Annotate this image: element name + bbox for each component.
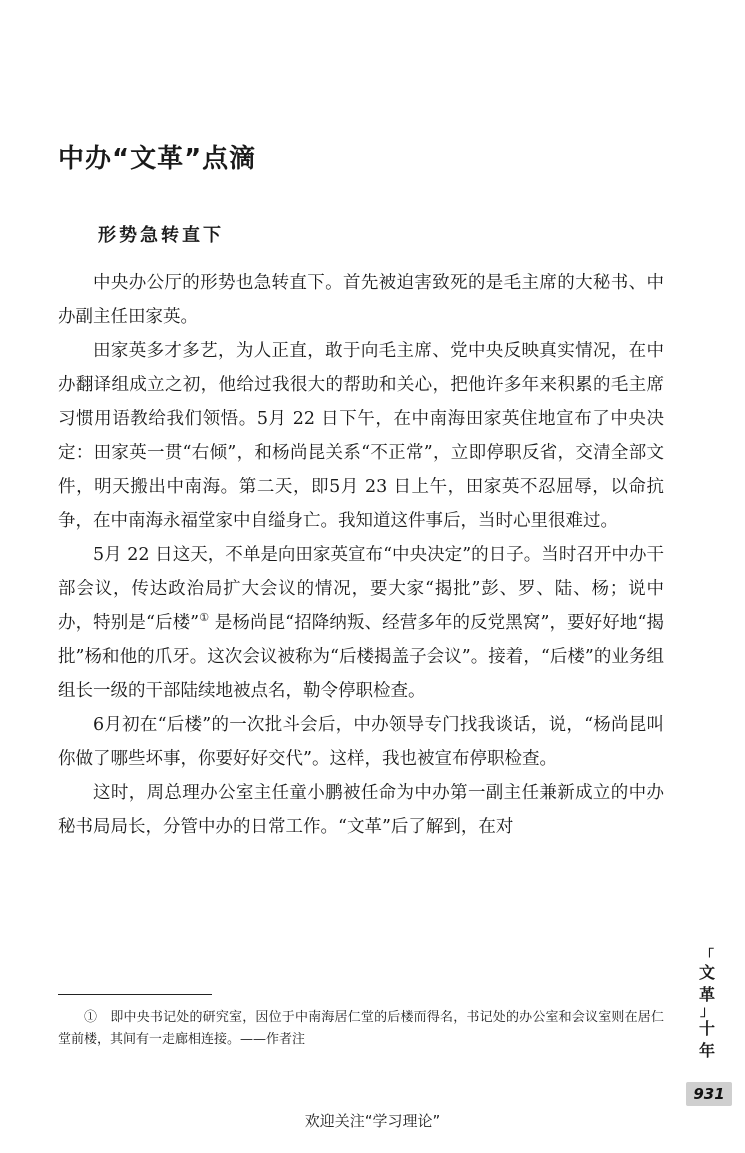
paragraph-2: 田家英多才多艺，为人正直，敢于向毛主席、党中央反映真实情况，在中办翻译组成立之初，他给过我很大的帮助和关心，把他许多年来积累的毛主席习惯用语教给我们领悟。5月 22 日下午，在中南海田家英住地宣布了中央决定：田家英一贯“右倾”，和杨尚昆关系“不正常”，立即停职反省，交清全部文件，明天搬出中南海。第二天，即5月 23 日上午，田家英不忍屈辱，以命抗争，在中南海永福堂家中自缢身亡。我知道这件事后，当时心里很难过。 (58, 341, 664, 531)
paragraph-5: 这时，周总理办公室主任童小鹏被任命为中办第一副主任兼新成立的中办秘书局局长，分管中办的日常工作。“文革”后了解到，在对 (58, 783, 664, 837)
footnote-marker[interactable]: ① (199, 611, 210, 625)
side-char-2: 革 (698, 985, 715, 1004)
paragraph-3-before-note: 5月 22 日这天，不单是向田家英宣布“中央决定”的日子。当时召开中办干部会议，传达政治局扩大会议的情况，要大家“揭批”彭、罗、陆、杨；说中办，特别是“后楼” (58, 545, 664, 633)
footnote-divider (58, 994, 212, 995)
paragraph-3-after-note: 是杨尚昆“招降纳叛、经营多年的反党黑窝”，要好好地“揭批”杨和他的爪牙。这次会议被称为“后楼揭盖子会议”。接着，“后楼”的业务组组长一级的干部陆续地被点名，勒令停职检查。 (58, 613, 664, 701)
side-bracket-close: 」 (700, 1004, 714, 1020)
paragraph-1: 中央办公厅的形势也急转直下。首先被迫害致死的是毛主席的大秘书、中办副主任田家英。 (58, 273, 664, 327)
body-text (58, 266, 664, 844)
paragraph-3 (58, 538, 664, 708)
page-number: 931 (686, 1082, 732, 1106)
side-bracket-open: 「 (700, 948, 714, 964)
paragraph-4: 6月初在“后楼”的一次批斗会后，中办领导专门找我谈话，说，“杨尚昆叫你做了哪些坏事，你要好好交代”。这样，我也被宣布停职检查。 (58, 715, 664, 769)
side-char-4: 年 (698, 1041, 715, 1060)
running-section-label (692, 950, 722, 1062)
section-heading: 形势急转直下 (98, 225, 224, 246)
chapter-title: 中办“文革”点滴 (58, 144, 257, 174)
footnote: ① 即中央书记处的研究室，因位于中南海居仁堂的后楼而得名，书记处的办公室和会议室则在居仁堂前楼，其间有一走廊相连接。——作者注 (58, 1010, 664, 1047)
side-char-3: 十 (698, 1019, 715, 1038)
watermark-text: 欢迎关注“学习理论” (304, 1112, 441, 1130)
side-char-1: 文 (698, 963, 715, 982)
